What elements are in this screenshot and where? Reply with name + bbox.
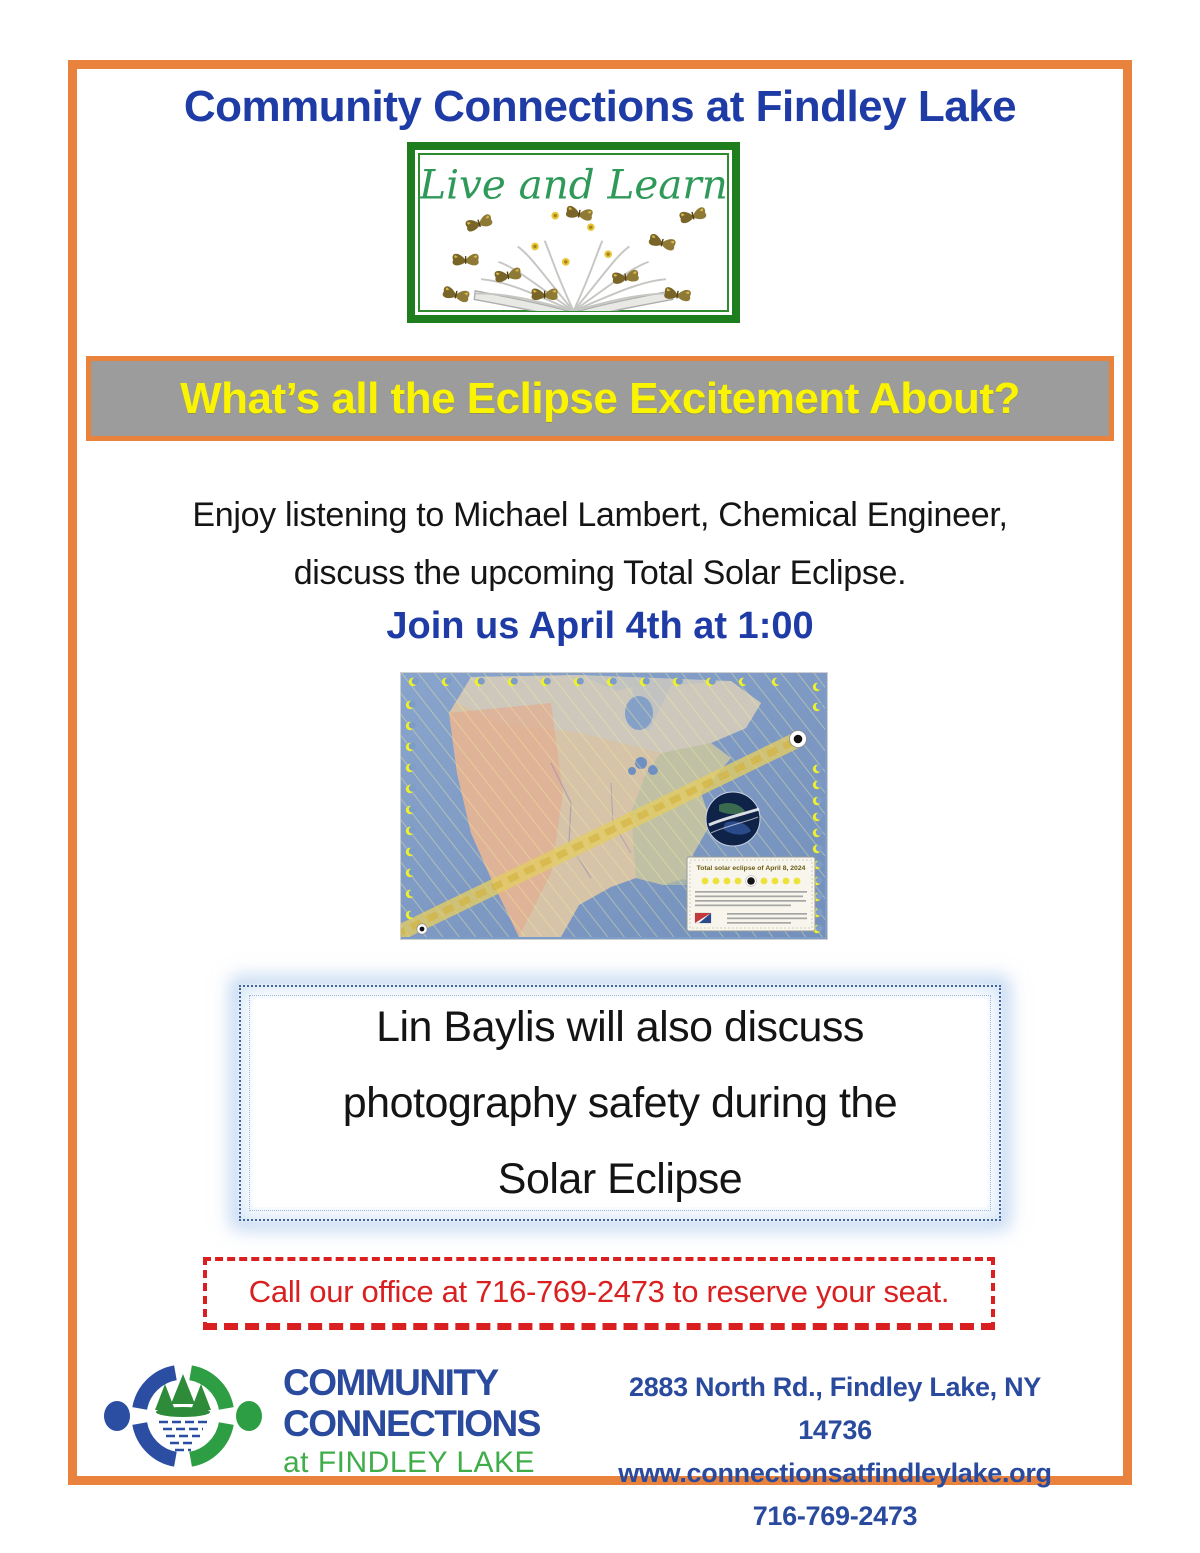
live-and-learn-badge	[407, 142, 740, 323]
page-title: Community Connections at Findley Lake	[183, 82, 1017, 131]
headline-text: What’s all the Eclipse Excitement About?	[180, 373, 1020, 423]
org-name-line-2: CONNECTIONS	[283, 1403, 540, 1444]
highlight-box-inner	[253, 999, 987, 1207]
book-butterflies-illustration	[419, 154, 728, 311]
contact-website: www.connectionsatfindleylake.org	[618, 1458, 1052, 1488]
community-connections-logo-icon	[103, 1354, 263, 1478]
live-and-learn-text: Live and Learn	[419, 160, 728, 209]
highlight-line-3: Solar Eclipse	[497, 1155, 743, 1203]
headline-banner	[86, 356, 1114, 441]
highlight-line-2: photography safety during the	[342, 1079, 898, 1127]
event-datetime: Join us April 4th at 1:00	[386, 605, 814, 647]
globe-inset	[706, 792, 760, 846]
flower-icon	[551, 212, 559, 220]
flower-icon	[531, 243, 539, 251]
org-name-line-3: at FINDLEY LAKE	[283, 1446, 536, 1479]
flower-icon	[587, 223, 595, 231]
org-name-block	[283, 1362, 613, 1482]
eclipse-path-map	[400, 672, 828, 940]
intro-line-2: discuss the upcoming Total Solar Eclipse.	[293, 554, 907, 592]
contact-address: 2883 North Rd., Findley Lake, NY 14736	[628, 1372, 1041, 1445]
flower-icon	[562, 258, 570, 266]
eclipse-map-illustration	[401, 673, 825, 937]
org-name-line-1: COMMUNITY	[283, 1362, 498, 1403]
lake-trees-icon	[155, 1374, 211, 1450]
intro-line-1: Enjoy listening to Michael Lambert, Chemical Engineer,	[192, 496, 1008, 534]
highlight-line-1: Lin Baylis will also discuss	[376, 1003, 864, 1051]
map-legend-title: Total solar eclipse of April 8, 2024	[696, 865, 806, 872]
contact-phone: 716-769-2473	[752, 1501, 918, 1531]
contact-block	[590, 1366, 1080, 1538]
intro-paragraph	[0, 486, 1200, 602]
map-legend-card	[687, 857, 815, 931]
community-connections-logo	[103, 1354, 263, 1478]
flower-icon	[604, 250, 612, 258]
butterfly-icons	[442, 205, 707, 303]
legend-flag-logo	[695, 913, 711, 923]
highlight-box	[238, 984, 1002, 1222]
reservation-call-text: Call our office at 716-769-2473 to reserve your seat.	[248, 1274, 950, 1309]
reservation-call-box	[203, 1257, 995, 1330]
